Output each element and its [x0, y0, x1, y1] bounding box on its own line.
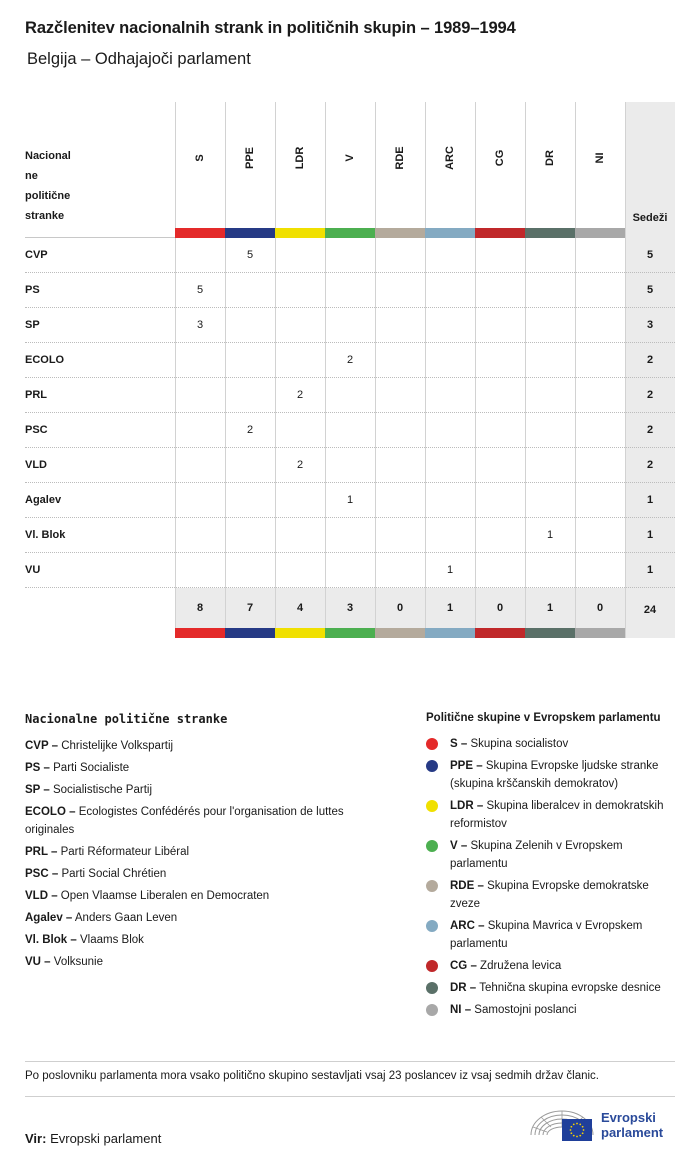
- group-header-label: RDE: [394, 146, 406, 170]
- seats-column-header: Sedeži: [632, 212, 668, 224]
- divider: [25, 1096, 675, 1097]
- table-row: [25, 238, 675, 273]
- seat-count-cell: 5: [246, 249, 254, 261]
- seat-table: [25, 102, 675, 638]
- group-color-dot-icon: [426, 800, 438, 812]
- party-full-name: Volksunie: [53, 956, 104, 968]
- group-header-ldr: [275, 102, 325, 228]
- group-color-dot-icon: [426, 920, 438, 932]
- party-column-header: [25, 146, 95, 226]
- seat-count-cell: 1: [346, 494, 354, 506]
- party-header-line: politične: [25, 190, 71, 202]
- group-legend-item: [426, 735, 678, 753]
- group-color-bar: [425, 228, 475, 238]
- party-legend-item: [25, 759, 385, 777]
- group-color-bar: [175, 228, 225, 238]
- group-abbr: PPE –: [450, 760, 483, 772]
- group-header-label: NI: [594, 152, 606, 164]
- row-party-name: Agalev: [25, 494, 62, 506]
- row-party-name: VLD: [25, 459, 47, 471]
- party-header-line: stranke: [25, 210, 65, 222]
- group-abbr: RDE –: [450, 880, 484, 892]
- source-line: [25, 1131, 161, 1146]
- group-total-cell: 8: [196, 602, 204, 614]
- group-total-cell: 1: [446, 602, 454, 614]
- group-abbr: LDR –: [450, 800, 484, 812]
- party-legend-item: [25, 781, 385, 799]
- group-color-bar: [225, 628, 275, 638]
- row-total-seats: 1: [646, 494, 654, 506]
- group-abbr: ARC –: [450, 920, 485, 932]
- group-full-name: Skupina socialistov: [470, 738, 569, 750]
- logo-text-line1: Evropski: [601, 1110, 656, 1125]
- group-header-label: LDR: [294, 146, 306, 170]
- party-legend-item: [25, 931, 385, 949]
- group-legend-item: [426, 837, 678, 873]
- row-total-seats: 2: [646, 354, 654, 366]
- group-legend-item: [426, 1001, 678, 1019]
- group-header-v: [325, 102, 375, 228]
- party-legend-heading: Nacionalne politične stranke: [25, 712, 228, 726]
- row-total-seats: 2: [646, 459, 654, 471]
- parliament-logo-icon: [529, 1105, 599, 1145]
- group-color-bar: [275, 228, 325, 238]
- flag-star-icon: [570, 1132, 572, 1134]
- row-party-name: VU: [25, 564, 41, 576]
- group-color-bar: [325, 628, 375, 638]
- row-total-seats: 2: [646, 424, 654, 436]
- group-legend-item: [426, 979, 678, 997]
- group-color-bar: [375, 228, 425, 238]
- logo-text: [601, 1110, 663, 1140]
- group-header-cg: [475, 102, 525, 228]
- party-full-name: Christelijke Volkspartij: [61, 740, 174, 752]
- party-legend: [25, 712, 385, 975]
- group-color-bar: [225, 228, 275, 238]
- party-legend-item: [25, 803, 385, 839]
- row-party-name: SP: [25, 319, 40, 331]
- party-header-line: ne: [25, 170, 38, 182]
- table-row: [25, 343, 675, 378]
- party-header-line: Nacional: [25, 150, 71, 162]
- group-color-bar: [575, 228, 625, 238]
- source-value: Evropski parlament: [50, 1131, 162, 1146]
- party-abbr: VLD –: [25, 890, 58, 902]
- seat-count-cell: 1: [446, 564, 454, 576]
- party-abbr: SP –: [25, 784, 50, 796]
- group-color-bar: [475, 228, 525, 238]
- group-color-dot-icon: [426, 738, 438, 750]
- party-abbr: Agalev –: [25, 912, 73, 924]
- party-abbr: PSC –: [25, 868, 59, 880]
- seat-count-cell: 2: [296, 389, 304, 401]
- party-abbr: PRL –: [25, 846, 58, 858]
- party-legend-item: [25, 953, 385, 971]
- row-total-seats: 5: [646, 249, 654, 261]
- group-header-ni: [575, 102, 625, 228]
- group-total-cell: 4: [296, 602, 304, 614]
- group-abbr: CG –: [450, 960, 477, 972]
- flag-star-icon: [573, 1135, 575, 1137]
- group-color-bar: [375, 628, 425, 638]
- logo-text-line2: parlament: [601, 1125, 664, 1140]
- group-color-dot-icon: [426, 1004, 438, 1016]
- row-total-seats: 1: [646, 529, 654, 541]
- grand-total: 24: [643, 604, 657, 616]
- group-header-arc: [425, 102, 475, 228]
- group-color-bar: [575, 628, 625, 638]
- party-full-name: Vlaams Blok: [79, 934, 144, 946]
- group-legend-item: [426, 757, 678, 793]
- party-abbr: PS –: [25, 762, 50, 774]
- party-legend-item: [25, 843, 385, 861]
- row-total-seats: 3: [646, 319, 654, 331]
- flag-star-icon: [570, 1126, 572, 1128]
- seat-count-cell: 5: [196, 284, 204, 296]
- table-row: [25, 378, 675, 413]
- party-abbr: Vl. Blok –: [25, 934, 77, 946]
- source-label: Vir:: [25, 1131, 47, 1146]
- group-full-name: Združena levica: [480, 960, 562, 972]
- divider: [25, 1061, 675, 1062]
- group-header-rde: [375, 102, 425, 228]
- group-header-label: ARC: [444, 146, 456, 170]
- group-color-bar: [425, 628, 475, 638]
- flag-star-icon: [579, 1123, 581, 1125]
- row-party-name: CVP: [25, 249, 48, 261]
- group-total-cell: 1: [546, 602, 554, 614]
- table-row: [25, 308, 675, 343]
- party-legend-item: [25, 909, 385, 927]
- group-legend-item: [426, 797, 678, 833]
- row-party-name: Vl. Blok: [25, 529, 66, 541]
- group-legend-heading: Politične skupine v Evropskem parlamentu: [426, 712, 661, 724]
- group-color-bar: [525, 228, 575, 238]
- party-full-name: Parti Social Chrétien: [61, 868, 167, 880]
- european-parliament-logo: [529, 1105, 679, 1145]
- party-full-name: Anders Gaan Leven: [74, 912, 178, 924]
- totals-row: [25, 588, 675, 628]
- group-total-cell: 3: [346, 602, 354, 614]
- group-header-s: [175, 102, 225, 228]
- group-full-name: Samostojni poslanci: [474, 1004, 577, 1016]
- group-color-dot-icon: [426, 880, 438, 892]
- group-color-dot-icon: [426, 840, 438, 852]
- group-full-name: Skupina Zelenih v Evropskem parlamentu: [450, 840, 623, 870]
- party-abbr: ECOLO –: [25, 806, 76, 818]
- table-row: [25, 273, 675, 308]
- group-full-name: Tehnična skupina evropske desnice: [479, 982, 661, 994]
- party-legend-item: [25, 865, 385, 883]
- row-total-seats: 2: [646, 389, 654, 401]
- group-legend: [426, 712, 678, 1023]
- row-party-name: PRL: [25, 389, 47, 401]
- group-full-name: Skupina Mavrica v Evropskem parlamentu: [450, 920, 643, 950]
- party-full-name: Parti Socialiste: [53, 762, 130, 774]
- group-header-label: V: [344, 154, 356, 162]
- group-header-ppe: [225, 102, 275, 228]
- group-abbr: V –: [450, 840, 468, 852]
- seat-count-cell: 2: [296, 459, 304, 471]
- table-row: [25, 553, 675, 588]
- flag-star-icon: [583, 1129, 585, 1131]
- row-party-name: PS: [25, 284, 40, 296]
- row-total-seats: 5: [646, 284, 654, 296]
- flag-star-icon: [582, 1132, 584, 1134]
- page-subtitle: Belgija – Odhajajoči parlament: [27, 50, 251, 68]
- row-total-seats: 1: [646, 564, 654, 576]
- seat-count-cell: 1: [546, 529, 554, 541]
- row-party-name: ECOLO: [25, 354, 65, 366]
- group-total-cell: 0: [396, 602, 404, 614]
- group-header-label: DR: [544, 150, 556, 166]
- table-row: [25, 518, 675, 553]
- group-header-dr: [525, 102, 575, 228]
- group-total-cell: 7: [246, 602, 254, 614]
- row-party-name: PSC: [25, 424, 48, 436]
- group-legend-item: [426, 957, 678, 975]
- group-header-label: PPE: [244, 146, 256, 170]
- group-full-name: Skupina Evropske ljudske stranke (skupina krščanskih demokratov): [450, 760, 659, 790]
- group-color-bar: [475, 628, 525, 638]
- flag-star-icon: [576, 1136, 578, 1138]
- flag-star-icon: [579, 1135, 581, 1137]
- party-full-name: Socialistische Partij: [52, 784, 153, 796]
- flag-star-icon: [570, 1129, 572, 1131]
- group-total-cell: 0: [596, 602, 604, 614]
- group-color-bar: [175, 628, 225, 638]
- party-legend-item: [25, 887, 385, 905]
- group-color-bar: [525, 628, 575, 638]
- seat-count-cell: 3: [196, 319, 204, 331]
- party-full-name: Ecologistes Confédérés pour l'organisation de luttes originales: [25, 806, 344, 836]
- group-legend-item: [426, 917, 678, 953]
- group-color-dot-icon: [426, 760, 438, 772]
- group-abbr: NI –: [450, 1004, 472, 1016]
- group-total-cell: 0: [496, 602, 504, 614]
- group-color-bar: [275, 628, 325, 638]
- table-row: [25, 448, 675, 483]
- flag-star-icon: [573, 1123, 575, 1125]
- flag-star-icon: [576, 1123, 578, 1125]
- group-full-name: Skupina Evropske demokratske zveze: [450, 880, 649, 910]
- party-full-name: Open Vlaamse Liberalen en Democraten: [60, 890, 270, 902]
- seat-count-cell: 2: [246, 424, 254, 436]
- group-abbr: S –: [450, 738, 468, 750]
- footnote: Po poslovniku parlamenta mora vsako politično skupino sestavljati vsaj 23 poslancev iz vsaj sedmih držav članic.: [25, 1070, 600, 1082]
- table-row: [25, 483, 675, 518]
- flag-star-icon: [582, 1126, 584, 1128]
- group-legend-item: [426, 877, 678, 913]
- party-full-name: Parti Réformateur Libéral: [60, 846, 190, 858]
- group-full-name: Skupina liberalcev in demokratskih reformistov: [450, 800, 664, 830]
- group-header-label: CG: [494, 149, 506, 167]
- party-abbr: CVP –: [25, 740, 59, 752]
- group-color-bar: [325, 228, 375, 238]
- group-color-dot-icon: [426, 982, 438, 994]
- seat-count-cell: 2: [346, 354, 354, 366]
- party-legend-item: [25, 737, 385, 755]
- group-color-dot-icon: [426, 960, 438, 972]
- group-header-label: S: [194, 154, 206, 162]
- table-row: [25, 413, 675, 448]
- group-abbr: DR –: [450, 982, 477, 994]
- page-title: Razčlenitev nacionalnih strank in političnih skupin – 1989–1994: [25, 19, 516, 37]
- party-abbr: VU –: [25, 956, 51, 968]
